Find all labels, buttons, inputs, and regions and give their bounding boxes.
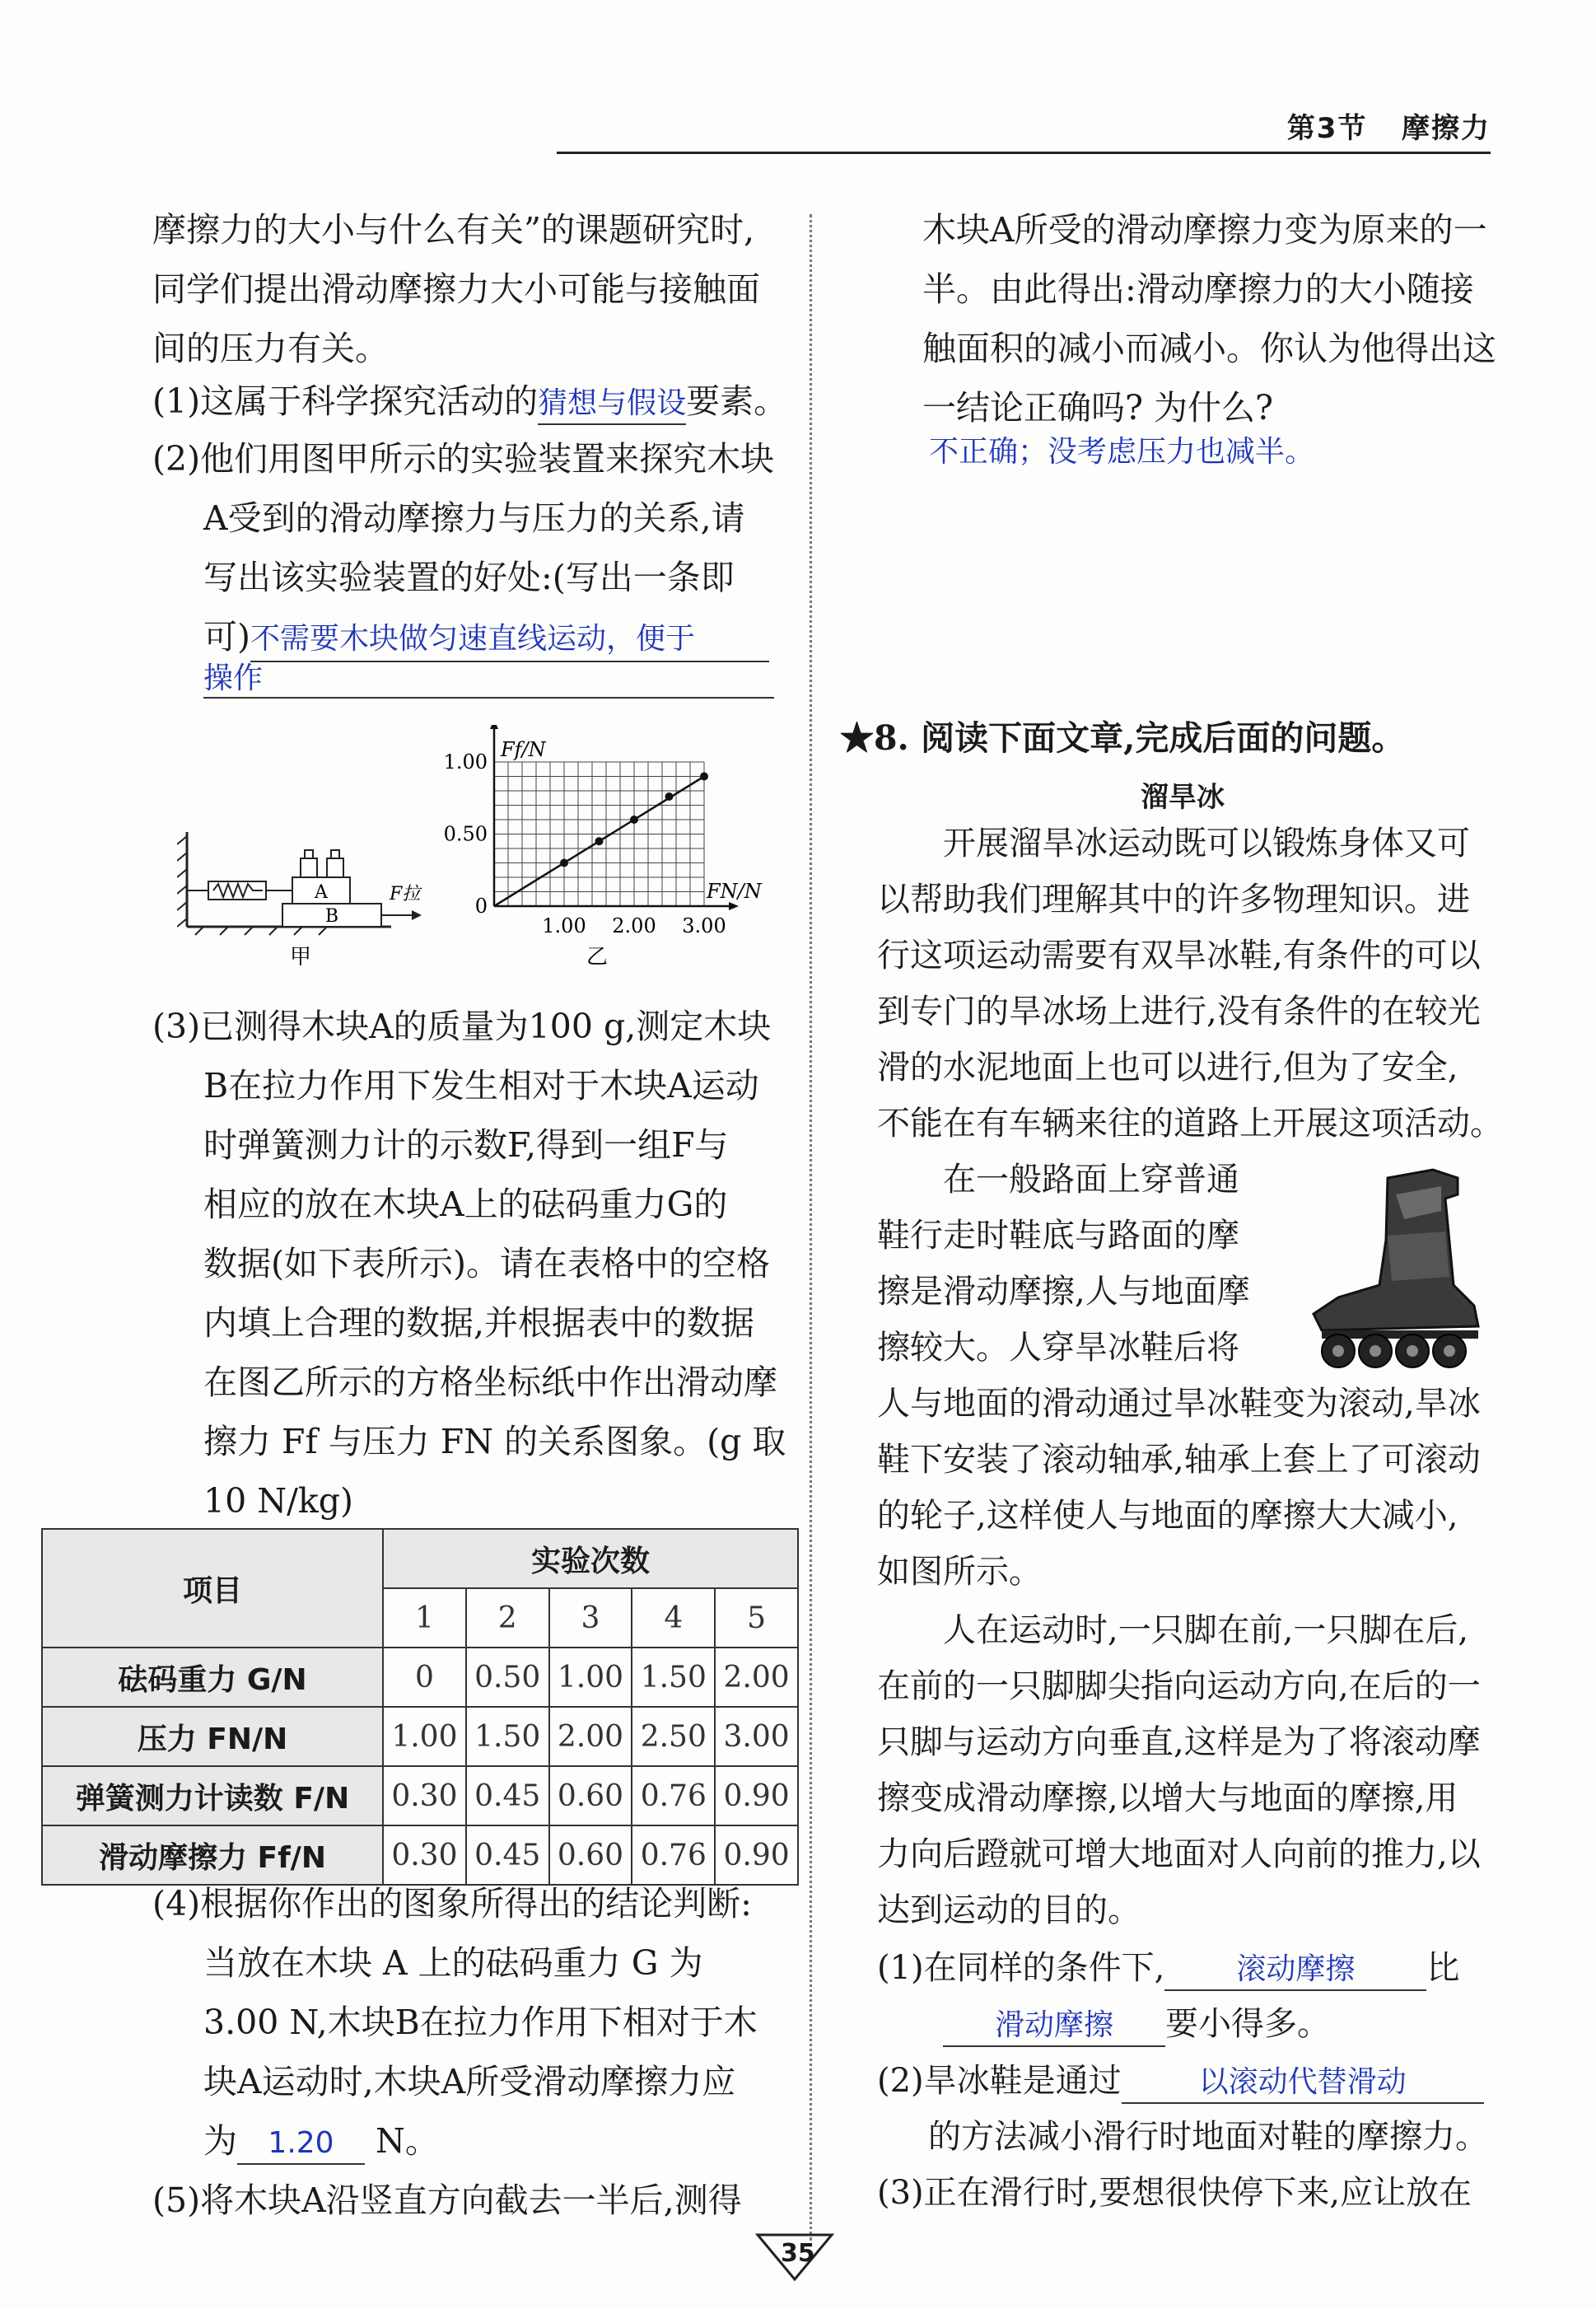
q8-title: ★8. 阅读下面文章,完成后面的问题。	[840, 718, 1406, 758]
question-4	[152, 1874, 758, 2230]
figure-yi-caption: 乙	[586, 945, 609, 970]
para-line: 不能在有车辆来往的道路上开展这项活动。	[877, 1105, 1503, 1143]
wall-hatch	[177, 836, 187, 927]
y-tick-label: 0.50	[443, 822, 488, 846]
para-line: 在一般路面上穿普通	[943, 1161, 1239, 1199]
article-para3	[877, 1602, 1481, 1938]
figure-jia	[177, 807, 432, 972]
q8-1-mid: 比	[1426, 1949, 1460, 1987]
table-cell: 1.50	[632, 1648, 715, 1707]
para-line: 力向后蹬就可增大地面对人向前的推力,以	[877, 1835, 1481, 1873]
row-label: 弹簧测力计读数 F/N	[42, 1766, 383, 1825]
para-line: 只脚与运动方向垂直,这样是为了将滚动摩	[877, 1723, 1481, 1761]
section-header	[1287, 105, 1491, 146]
para-line: 人在运动时,一只脚在前,一只脚在后,	[943, 1611, 1469, 1649]
x-tick-label: 3.00	[682, 914, 726, 937]
q5-line: 一结论正确吗? 为什么?	[922, 388, 1273, 428]
q4-answer: 1.20	[237, 2124, 365, 2165]
q1-suffix: 要素。	[686, 381, 788, 421]
question-1	[152, 372, 787, 431]
table-cell: 0.45	[466, 1825, 549, 1885]
intro-line: 同学们提出滑动摩擦力大小可能与接触面	[152, 269, 760, 309]
para-line: 鞋下安装了滚动轴承,轴承上套上了可滚动	[877, 1441, 1481, 1479]
figure-yi-chart	[428, 725, 774, 972]
column-divider	[810, 214, 812, 2241]
block-b-label: B	[324, 906, 339, 927]
q3-line: B在拉力作用下发生相对于木块A运动	[203, 1066, 759, 1105]
q5-line: 半。由此得出:滑动摩擦力的大小随接	[922, 269, 1474, 309]
table-cell: 0.76	[632, 1825, 715, 1885]
table-cell: 3.00	[715, 1707, 798, 1766]
table-cell: 0.30	[383, 1766, 466, 1825]
para-line: 鞋行走时鞋底与路面的摩	[877, 1217, 1239, 1255]
q2-line: (2)他们用图甲所示的实验装置来探究木块	[152, 439, 775, 479]
para-line: 达到运动的目的。	[877, 1891, 1141, 1929]
table-cell: 1.00	[549, 1648, 632, 1707]
q3-line: 内填上合理的数据,并根据表中的数据	[203, 1303, 755, 1343]
trial-number: 3	[549, 1588, 632, 1648]
page-number: 35	[781, 2239, 815, 2268]
table-cell: 0.90	[715, 1825, 798, 1885]
table-cell: 0.60	[549, 1825, 632, 1885]
data-point	[700, 773, 708, 781]
x-axis-arrow	[729, 902, 739, 910]
pull-force-label: F拉	[390, 884, 421, 904]
table-header-trials: 实验次数	[383, 1529, 798, 1588]
table-cell: 1.00	[383, 1707, 466, 1766]
q3-line: 擦力 Ff 与压力 FN 的关系图象。(g 取	[203, 1422, 786, 1461]
q4-prefix: 为	[203, 2121, 237, 2161]
q4-line: 3.00 N,木块B在拉力作用下相对于木	[203, 2003, 758, 2042]
table-row	[42, 1648, 798, 1707]
q5-answer: 不正确；没考虑压力也减半。	[929, 435, 1315, 469]
table-row	[42, 1766, 798, 1825]
table-cell: 2.00	[715, 1648, 798, 1707]
q4-line: (4)根据你作出的图象所得出的结论判断:	[152, 1884, 752, 1923]
table-cell: 2.50	[632, 1707, 715, 1766]
data-point	[595, 837, 604, 845]
row-label: 滑动摩擦力 Ff/N	[42, 1825, 383, 1885]
article-para2-wrapped	[877, 1152, 1250, 1376]
q8-1-answer1: 滚动摩擦	[1164, 1950, 1426, 1991]
q5-line: 木块A所受的滑动摩擦力变为原来的一	[922, 210, 1487, 250]
q4-suffix: N。	[376, 2121, 439, 2161]
weight-1	[301, 858, 317, 877]
q5-continued	[922, 200, 1496, 437]
para-line: 的轮子,这样使人与地面的摩擦大大减小,	[877, 1497, 1458, 1535]
para-line: 人与地面的滑动通过旱冰鞋变为滚动,旱冰	[877, 1385, 1481, 1423]
q4-line: 块A运动时,木块A所受滑动摩擦力应	[203, 2062, 736, 2101]
article-title: 溜旱冰	[1141, 781, 1225, 814]
q4-line: 当放在木块 A 上的砝码重力 G 为	[203, 1943, 703, 1983]
q8-1-prefix: (1)在同样的条件下,	[877, 1949, 1165, 1987]
section-number: 第3节	[1286, 112, 1368, 145]
roller-skate-icon	[1289, 1162, 1503, 1376]
y-axis-arrow	[490, 725, 498, 729]
data-table	[41, 1528, 799, 1886]
table-cell: 0.76	[632, 1766, 715, 1825]
q3-line: 在图乙所示的方格坐标纸中作出滑动摩	[203, 1362, 777, 1402]
table-cell: 1.50	[466, 1707, 549, 1766]
chart-ticks	[444, 750, 726, 937]
para-line: 擦较大。人穿旱冰鞋后将	[877, 1329, 1239, 1367]
question-2	[152, 429, 774, 666]
y-tick-label: 1.00	[443, 750, 488, 774]
table-cell: 0	[383, 1648, 466, 1707]
y-tick-label: 0	[474, 895, 488, 918]
q8-1-suffix: 要小得多。	[1165, 2005, 1330, 2043]
block-a-label: A	[315, 882, 328, 903]
table-header-item: 项目	[42, 1529, 383, 1648]
q8-3-start: (3)正在滑行时,要想很快停下来,应让放在	[877, 2174, 1472, 2212]
q5-start: (5)将木块A沿竖直方向截去一半后,测得	[152, 2180, 742, 2220]
x-axis-label: FN/N	[707, 880, 762, 903]
question-3	[152, 997, 786, 1531]
para-line: 行这项运动需要有双旱冰鞋,有条件的可以	[877, 937, 1481, 975]
figure-jia-caption: 甲	[289, 945, 312, 970]
article-para1	[877, 816, 1503, 1152]
q3-line: 时弹簧测力计的示数F,得到一组F与	[203, 1125, 729, 1165]
q1-answer: 猜想与假设	[538, 384, 686, 425]
question-8-1	[877, 1940, 1459, 2052]
para-line: 在前的一只脚脚尖指向运动方向,在后的一	[877, 1667, 1481, 1705]
data-point	[630, 816, 638, 824]
para-line: 滑的水泥地面上也可以进行,但为了安全,	[877, 1049, 1458, 1087]
table-cell: 0.60	[549, 1766, 632, 1825]
table-row	[42, 1707, 798, 1766]
trial-number: 4	[632, 1588, 715, 1648]
row-label: 砝码重力 G/N	[42, 1648, 383, 1707]
q2-answer-line2: 操作	[203, 661, 264, 695]
q8-2-answer: 以滚动代替滑动	[1122, 2063, 1484, 2104]
q3-line: (3)已测得木块A的质量为100 g,测定木块	[152, 1007, 772, 1046]
intro-text	[152, 200, 760, 378]
question-8-2	[877, 2053, 1488, 2221]
q2-answer-line1: 不需要木块做匀速直线运动，便于	[250, 618, 769, 662]
intro-line: 摩擦力的大小与什么有关”的课题研究时,	[152, 210, 754, 250]
y-axis-label: Ff/N	[501, 738, 546, 761]
intro-line: 间的压力有关。	[152, 329, 389, 368]
q1-prefix: (1)这属于科学探究活动的	[152, 381, 539, 421]
table-cell: 0.30	[383, 1825, 466, 1885]
trial-number: 5	[715, 1588, 798, 1648]
q2-prefix: 可)	[203, 617, 250, 657]
row-label: 压力 FN/N	[42, 1707, 383, 1766]
article-para2-full	[877, 1376, 1481, 1600]
table-cell: 0.50	[466, 1648, 549, 1707]
q3-line: 10 N/kg)	[203, 1481, 353, 1521]
q3-line: 数据(如下表所示)。请在表格中的空格	[203, 1244, 770, 1283]
trial-number: 1	[383, 1588, 466, 1648]
x-tick-label: 2.00	[612, 914, 656, 937]
data-point	[560, 859, 568, 867]
x-tick-label: 1.00	[542, 914, 586, 937]
header-rule	[557, 152, 1491, 154]
q8-2-prefix: (2)旱冰鞋是通过	[877, 2062, 1122, 2100]
q8-2-suffix: 的方法减小滑行时地面对鞋的摩擦力。	[928, 2118, 1488, 2156]
trial-number: 2	[466, 1588, 549, 1648]
para-line: 如图所示。	[877, 1553, 1042, 1591]
q2-line: 写出该实验装置的好处:(写出一条即	[203, 558, 735, 597]
q8-1-answer2: 滑动摩擦	[943, 2006, 1165, 2047]
section-title: 摩擦力	[1402, 112, 1491, 145]
para-line: 擦是滑动摩擦,人与地面摩	[877, 1273, 1250, 1311]
para-line: 擦变成滑动摩擦,以增大与地面的摩擦,用	[877, 1779, 1458, 1817]
weight-2	[327, 858, 343, 877]
para-line: 开展溜旱冰运动既可以锻炼身体又可	[943, 825, 1470, 862]
q5-line: 触面积的减小而减小。你认为他得出这	[922, 329, 1496, 368]
para-line: 以帮助我们理解其中的许多物理知识。进	[877, 881, 1470, 918]
table-cell: 2.00	[549, 1707, 632, 1766]
q3-line: 相应的放在木块A上的砝码重力G的	[203, 1185, 728, 1224]
table-cell: 0.45	[466, 1766, 549, 1825]
table-cell: 0.90	[715, 1766, 798, 1825]
q2-answer-line2-wrap	[203, 655, 774, 699]
data-point	[665, 792, 674, 801]
para-line: 到专门的旱冰场上进行,没有条件的在较光	[877, 993, 1481, 1031]
chart-grid	[494, 762, 704, 906]
q2-line: A受到的滑动摩擦力与压力的关系,请	[203, 498, 745, 538]
